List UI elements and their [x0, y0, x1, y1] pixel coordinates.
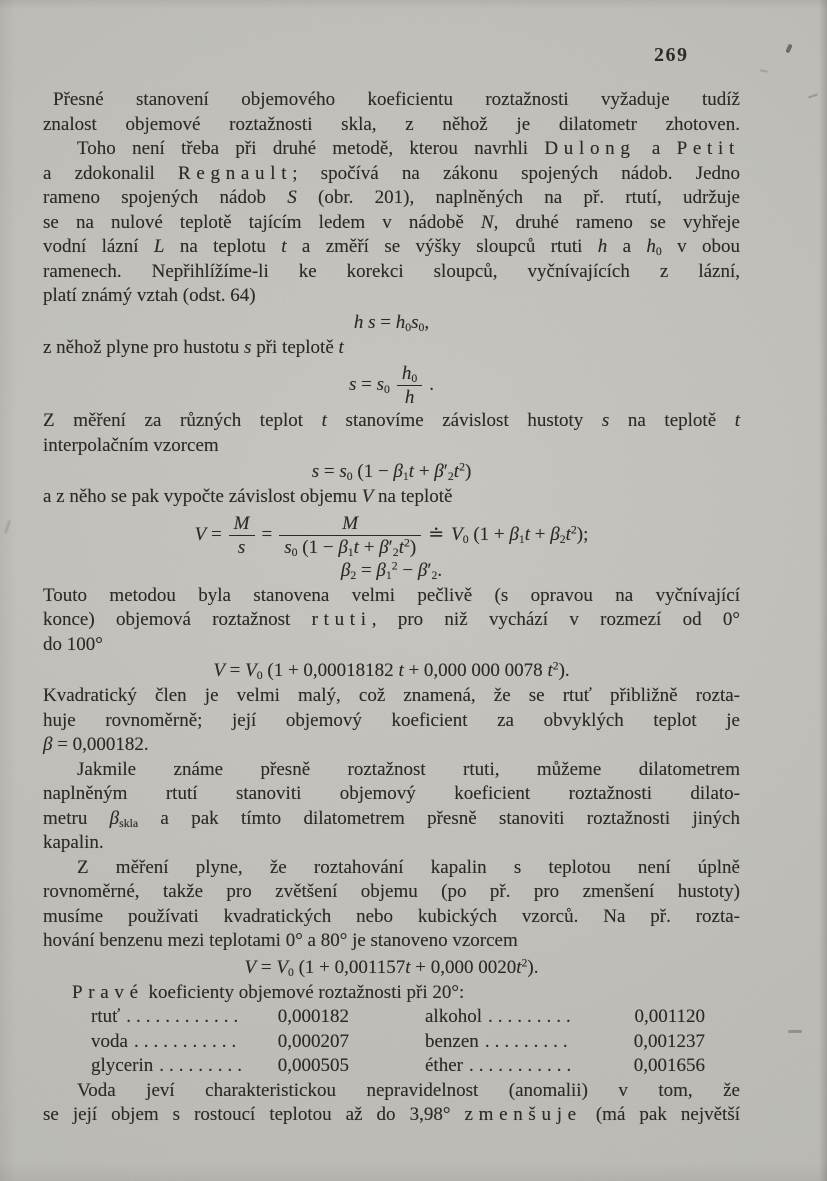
- paragraph-2: [43, 137, 740, 309]
- scan-speck: [760, 69, 768, 72]
- formula-density-interpolation: [43, 460, 740, 483]
- paragraph-5: [43, 485, 740, 510]
- fraction-bar: [279, 535, 421, 536]
- text-line: a zdokonalil Regnault; spočívá na zákonu spojených nádob. Jedno: [43, 162, 740, 184]
- formula-text: $V = V_0$ (1 + 0,001157t + 0,000 $0020t^2$).: [244, 956, 539, 979]
- page-number: 269: [654, 44, 689, 66]
- scan-speck: [785, 44, 792, 54]
- dot-leader: ...........: [133, 1030, 242, 1052]
- scan-speck: [788, 1030, 802, 1033]
- scan-speck: [4, 520, 11, 534]
- fraction: $\frac{M}{s}$: [229, 513, 255, 558]
- table-value: 0,000207: [277, 1030, 349, 1052]
- text-line: znalost objemové roztažnosti skla, z něhož je dilatometr zhotoven.: [43, 113, 740, 135]
- table-value: 0,001237: [633, 1030, 705, 1052]
- dot-leader: .........: [484, 1030, 573, 1052]
- fraction: $\frac{M}{s_0 (1 - \beta_1t + \beta'_2t^2)}$: [279, 513, 421, 558]
- paragraph-3: [43, 336, 740, 361]
- formula-beta2: [43, 559, 740, 582]
- fraction-bar: [397, 385, 422, 386]
- text-line: z něhož plyne pro hustotu s při teplotě t: [43, 336, 344, 358]
- formula-text: $V = V_0$ (1 + 0,00018182 t + 0,000 000 0078 $t^2$).: [213, 659, 570, 682]
- formula-text: $s = s_0$ $(1 - \beta_1t + \beta'_2t^2)$: [311, 460, 472, 483]
- table-label: benzen: [425, 1030, 479, 1052]
- text-line: Jakmile známe přesně roztažnost rtuti, můžeme dilatometrem: [77, 758, 740, 780]
- table-row: [43, 1005, 740, 1030]
- table-row: [43, 1030, 740, 1055]
- text-line: do 100°: [43, 633, 103, 655]
- paragraph-10: [43, 981, 740, 1006]
- dot-leader: .........: [488, 1006, 576, 1027]
- text-line: huje rovnoměrně; její objemový koeficient za obvyklých teplot je: [43, 709, 740, 731]
- text-line: Z měření za různých teplot t stanovíme závislost hustoty s na teplotě t: [43, 410, 741, 431]
- formula-text: V =: [194, 523, 222, 545]
- table-value: 0,001120: [634, 1006, 705, 1027]
- dot-leader: ............: [126, 1006, 244, 1027]
- table-value: 0,000182: [277, 1006, 349, 1027]
- table-value: 0,001656: [633, 1055, 705, 1076]
- text-line: rameno spojených nádob S (obr. 201), naplněných na př. rtutí, udržuje: [43, 187, 740, 208]
- paragraph-4: [43, 409, 740, 458]
- text-block: [43, 88, 740, 1128]
- formula-text: $V_0$ $(1 + \beta_1t + \beta_2t^2)$;: [451, 523, 589, 546]
- table-label: alkohol: [425, 1006, 482, 1027]
- text-line: konce) objemová roztažnost rtuti, pro niž vychází v rozmezí od 0°: [43, 609, 740, 630]
- paragraph-7: [43, 684, 740, 758]
- text-line: kapalin.: [43, 832, 104, 853]
- text-line: musíme používati kvadratických nebo kubických vzorců. Na př. rozta-: [43, 905, 740, 927]
- coefficients-table: [43, 1005, 740, 1079]
- paragraph-1: [43, 88, 740, 137]
- paragraph-8: [43, 758, 740, 856]
- table-label: éther: [425, 1055, 463, 1076]
- table-label: voda: [91, 1030, 128, 1052]
- fraction-bar: [229, 535, 255, 536]
- text-line: Touto metodou byla stanovena velmi pečlivě (s opravou na vyčnívající: [43, 584, 740, 606]
- scan-speck: [808, 93, 818, 98]
- formula-text: h $s = h_0s_0$,: [353, 311, 430, 334]
- text-line: Pravé koeficienty objemové roztažnosti při 20°:: [72, 981, 465, 1003]
- formula-text: $s = s_0$: [348, 374, 390, 396]
- formula-text: =: [261, 523, 273, 545]
- text-line: rovnoměrné, takže pro zvětšení objemu (po př. pro zmenšení hustoty): [43, 881, 740, 902]
- text-line: hování benzenu mezi teplotami 0° a 80° je stanoveno vzorcem: [43, 930, 518, 951]
- table-label: glycerin: [91, 1055, 154, 1076]
- formula-text: .: [429, 374, 435, 395]
- dot-leader: .........: [159, 1055, 248, 1076]
- table-value: 0,000505: [277, 1055, 349, 1076]
- text-line: Voda jeví charakteristickou nepravidelnost (anomalii) v tom, že: [77, 1079, 740, 1101]
- paragraph-6: [43, 584, 740, 658]
- text-line: Přesné stanovení objemového koeficientu roztažnosti vyžaduje tudíž: [53, 89, 740, 110]
- doteq-sign: ≐: [428, 523, 445, 545]
- text-line: a z něho se pak vypočte závislost objemu V na teplotě: [43, 486, 453, 507]
- table-label: rtuť: [91, 1006, 121, 1027]
- text-line: vodní lázní L na teplotu t a změří se výšky sloupců rtuti h a $h_0$ v obou: [43, 236, 741, 258]
- text-line: naplněným rtutí stanoviti objemový koeficient roztažnosti dilato-: [43, 783, 740, 804]
- text-line: ramenech. Nepřihlížíme-li ke korekci sloupců, vyčnívajících z lázní,: [43, 260, 740, 282]
- formula-benzene-expansion: [43, 956, 740, 979]
- formula-volume-fraction: [43, 512, 740, 557]
- fraction: $\frac{h_0}{h}$: [397, 363, 422, 408]
- dot-leader: ...........: [468, 1055, 577, 1076]
- text-line: Z měření plyne, že roztahování kapalin s teplotou není úplně: [77, 856, 740, 878]
- text-line: interpolačním vzorcem: [43, 434, 219, 456]
- formula-mercury-expansion: [43, 659, 740, 682]
- text-line: se její objem s rostoucí teplotou až do 3,98° zmenšuje (má pak největší: [43, 1104, 740, 1125]
- formula-hs: [43, 311, 740, 334]
- formula-density: [43, 362, 740, 407]
- formula-text: $\beta_2 = \beta_1^2 - \beta'_2$.: [340, 559, 443, 582]
- text-line: metru $\beta_{skla}$ a pak tímto dilatometrem přesně stanoviti roztažnosti jiných: [43, 807, 740, 830]
- text-line: Toho není třeba při druhé metodě, kterou navrhli Dulong a Petit: [77, 138, 740, 159]
- text-line: platí známý vztah (odst. 64): [43, 285, 256, 306]
- paragraph-9: [43, 856, 740, 954]
- table-row: [43, 1054, 740, 1079]
- text-line: se na nulové teplotě tajícím ledem v nádobě N, druhé rameno se vyhřeje: [43, 211, 740, 233]
- paragraph-11: [43, 1079, 740, 1128]
- text-line: β = 0,000182.: [43, 734, 149, 755]
- text-line: Kvadratický člen je velmi malý, což znamená, že se rtuť přibližně rozta-: [43, 685, 740, 706]
